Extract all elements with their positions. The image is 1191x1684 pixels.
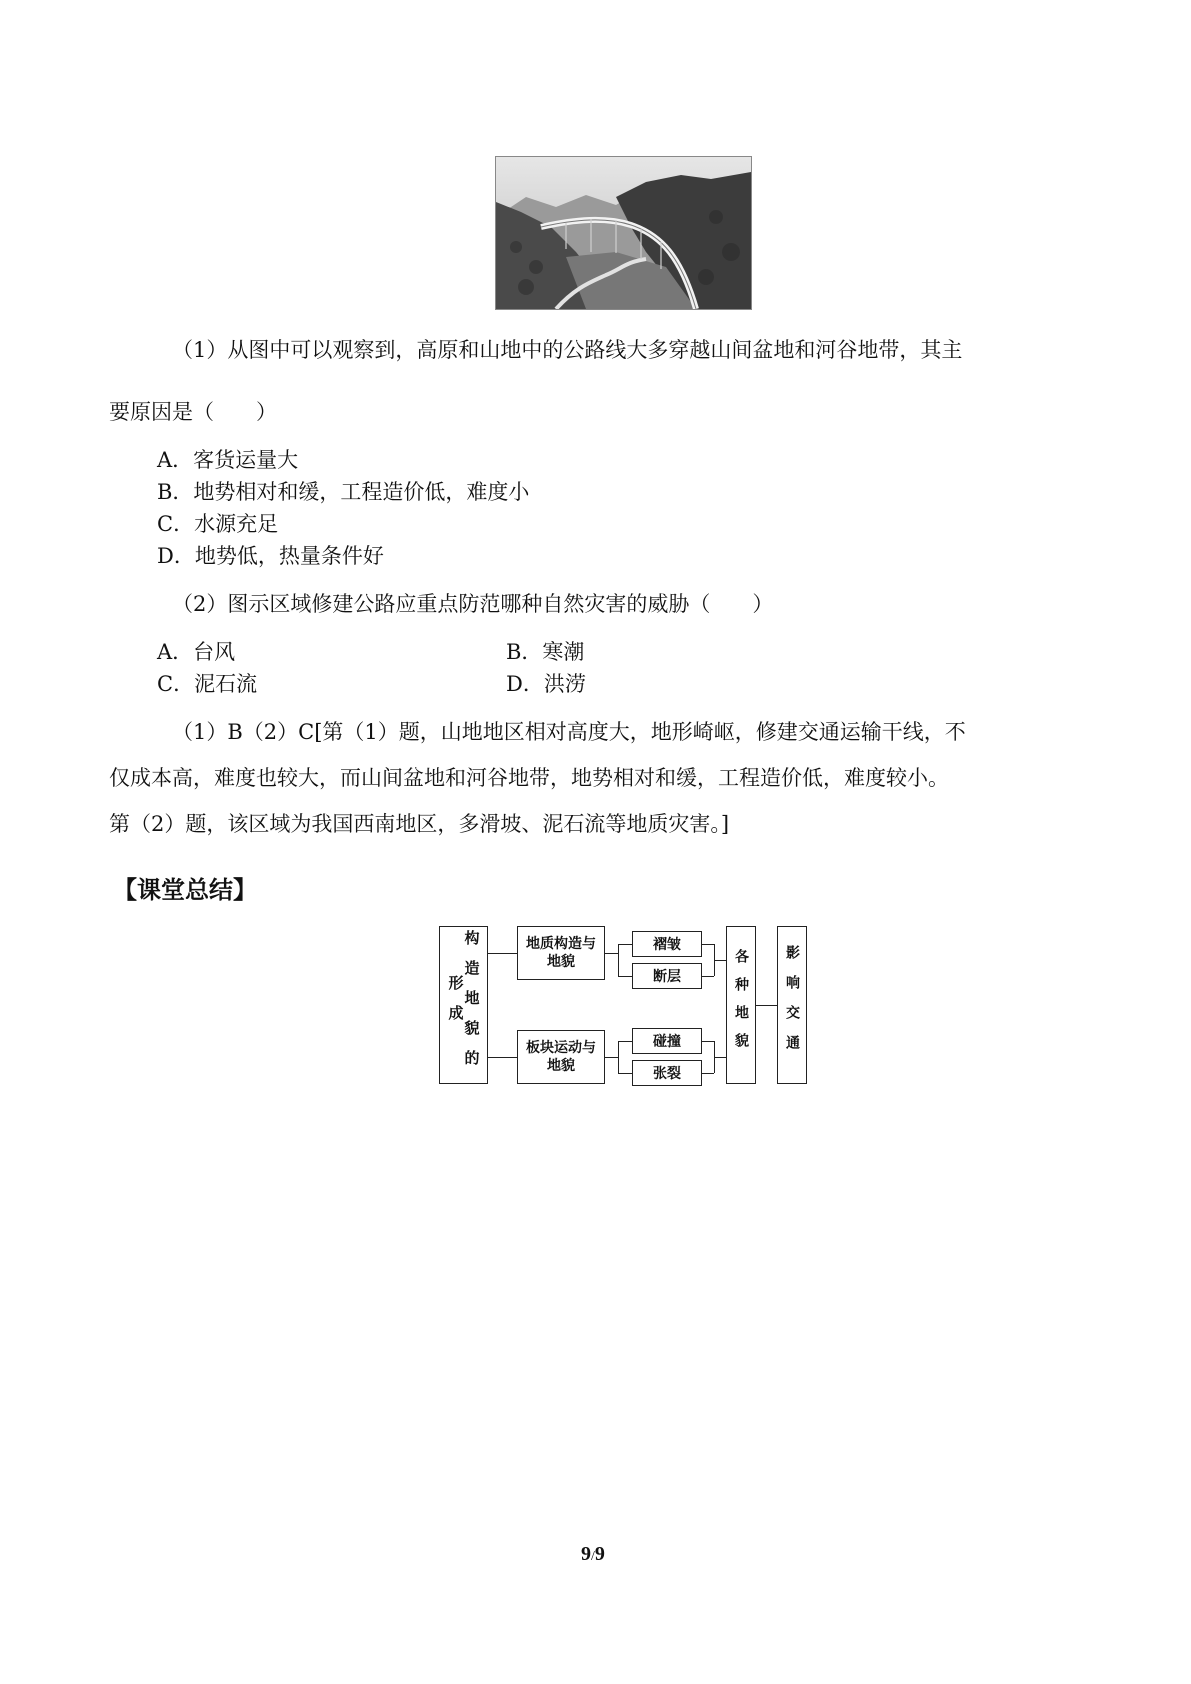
connector-lower-to-middle [714,1057,726,1058]
diagram-branch-plate-movement [517,1030,605,1084]
connector-branch-1-stem [605,953,618,954]
diagram-landforms-box: 各种地貌 [726,926,756,1084]
diagram-transport-impact-box: 影响交通 [777,926,807,1084]
diagram-leaf-fold: 褶皱 [632,931,702,957]
connector-middle-result [756,1005,777,1006]
diagram-root-label: 构造地貌的形成 [446,930,481,1080]
connector-branch-2-split [618,1041,619,1073]
connector-rift-merge [702,1073,714,1074]
connector-collision-merge [702,1041,714,1042]
q1-option-b: B．地势相对和缓，工程造价低，难度小 [157,480,530,504]
connector-fault-merge [702,976,714,977]
connector-to-fold [618,944,632,945]
connector-root-branch-1 [488,953,517,954]
connector-root-branch-2 [488,1057,517,1058]
page-current: 9 [581,1543,591,1565]
diagram-branch-geologic-structure [517,926,605,980]
diagram-leaf-rift: 张裂 [632,1060,702,1086]
answer-line-3: 第（2）题，该区域为我国西南地区，多滑坡、泥石流等地质灾害。] [109,812,730,836]
connector-to-collision [618,1041,632,1042]
diagram-branch-2-label: 板块运动与地貌 [526,1040,596,1074]
diagram-leaf-collision: 碰撞 [632,1028,702,1054]
diagram-leaf-fault: 断层 [632,963,702,989]
page-separator: / [591,1549,595,1564]
connector-upper-to-middle [714,960,726,961]
connector-to-fault [618,976,632,977]
page-number [581,1543,605,1566]
q1-option-a: A．客货运量大 [157,448,299,472]
question-1-line-2: 要原因是（ ） [109,400,277,424]
q2-option-c: C．泥石流 [157,672,258,696]
connector-fold-merge [702,944,714,945]
q2-option-a: A．台风 [157,640,236,664]
connector-to-rift [618,1073,632,1074]
page-total: 9 [594,1543,605,1565]
summary-heading: 【课堂总结】 [113,876,257,904]
question-2-line: （2）图示区域修建公路应重点防范哪种自然灾害的威胁（ ） [172,592,774,616]
answer-line-2: 仅成本高，难度也较大，而山间盆地和河谷地带，地势相对和缓，工程造价低，难度较小。 [109,766,949,790]
connector-branch-2-stem [605,1057,618,1058]
q2-option-b: B．寒潮 [506,640,585,664]
q2-option-d: D．洪涝 [506,672,586,696]
connector-branch-1-split [618,944,619,976]
diagram-branch-1-label: 地质构造与地貌 [526,936,596,970]
q1-option-d: D．地势低，热量条件好 [157,544,384,568]
diagram-root-box [439,926,488,1084]
answer-line-1: （1）B（2）C[第（1）题，山地地区相对高度大，地形崎岖，修建交通运输干线，不 [172,720,966,744]
q1-option-c: C．水源充足 [157,512,279,536]
question-1-line-1: （1）从图中可以观察到，高原和山地中的公路线大多穿越山间盆地和河谷地带，其主 [172,338,963,362]
